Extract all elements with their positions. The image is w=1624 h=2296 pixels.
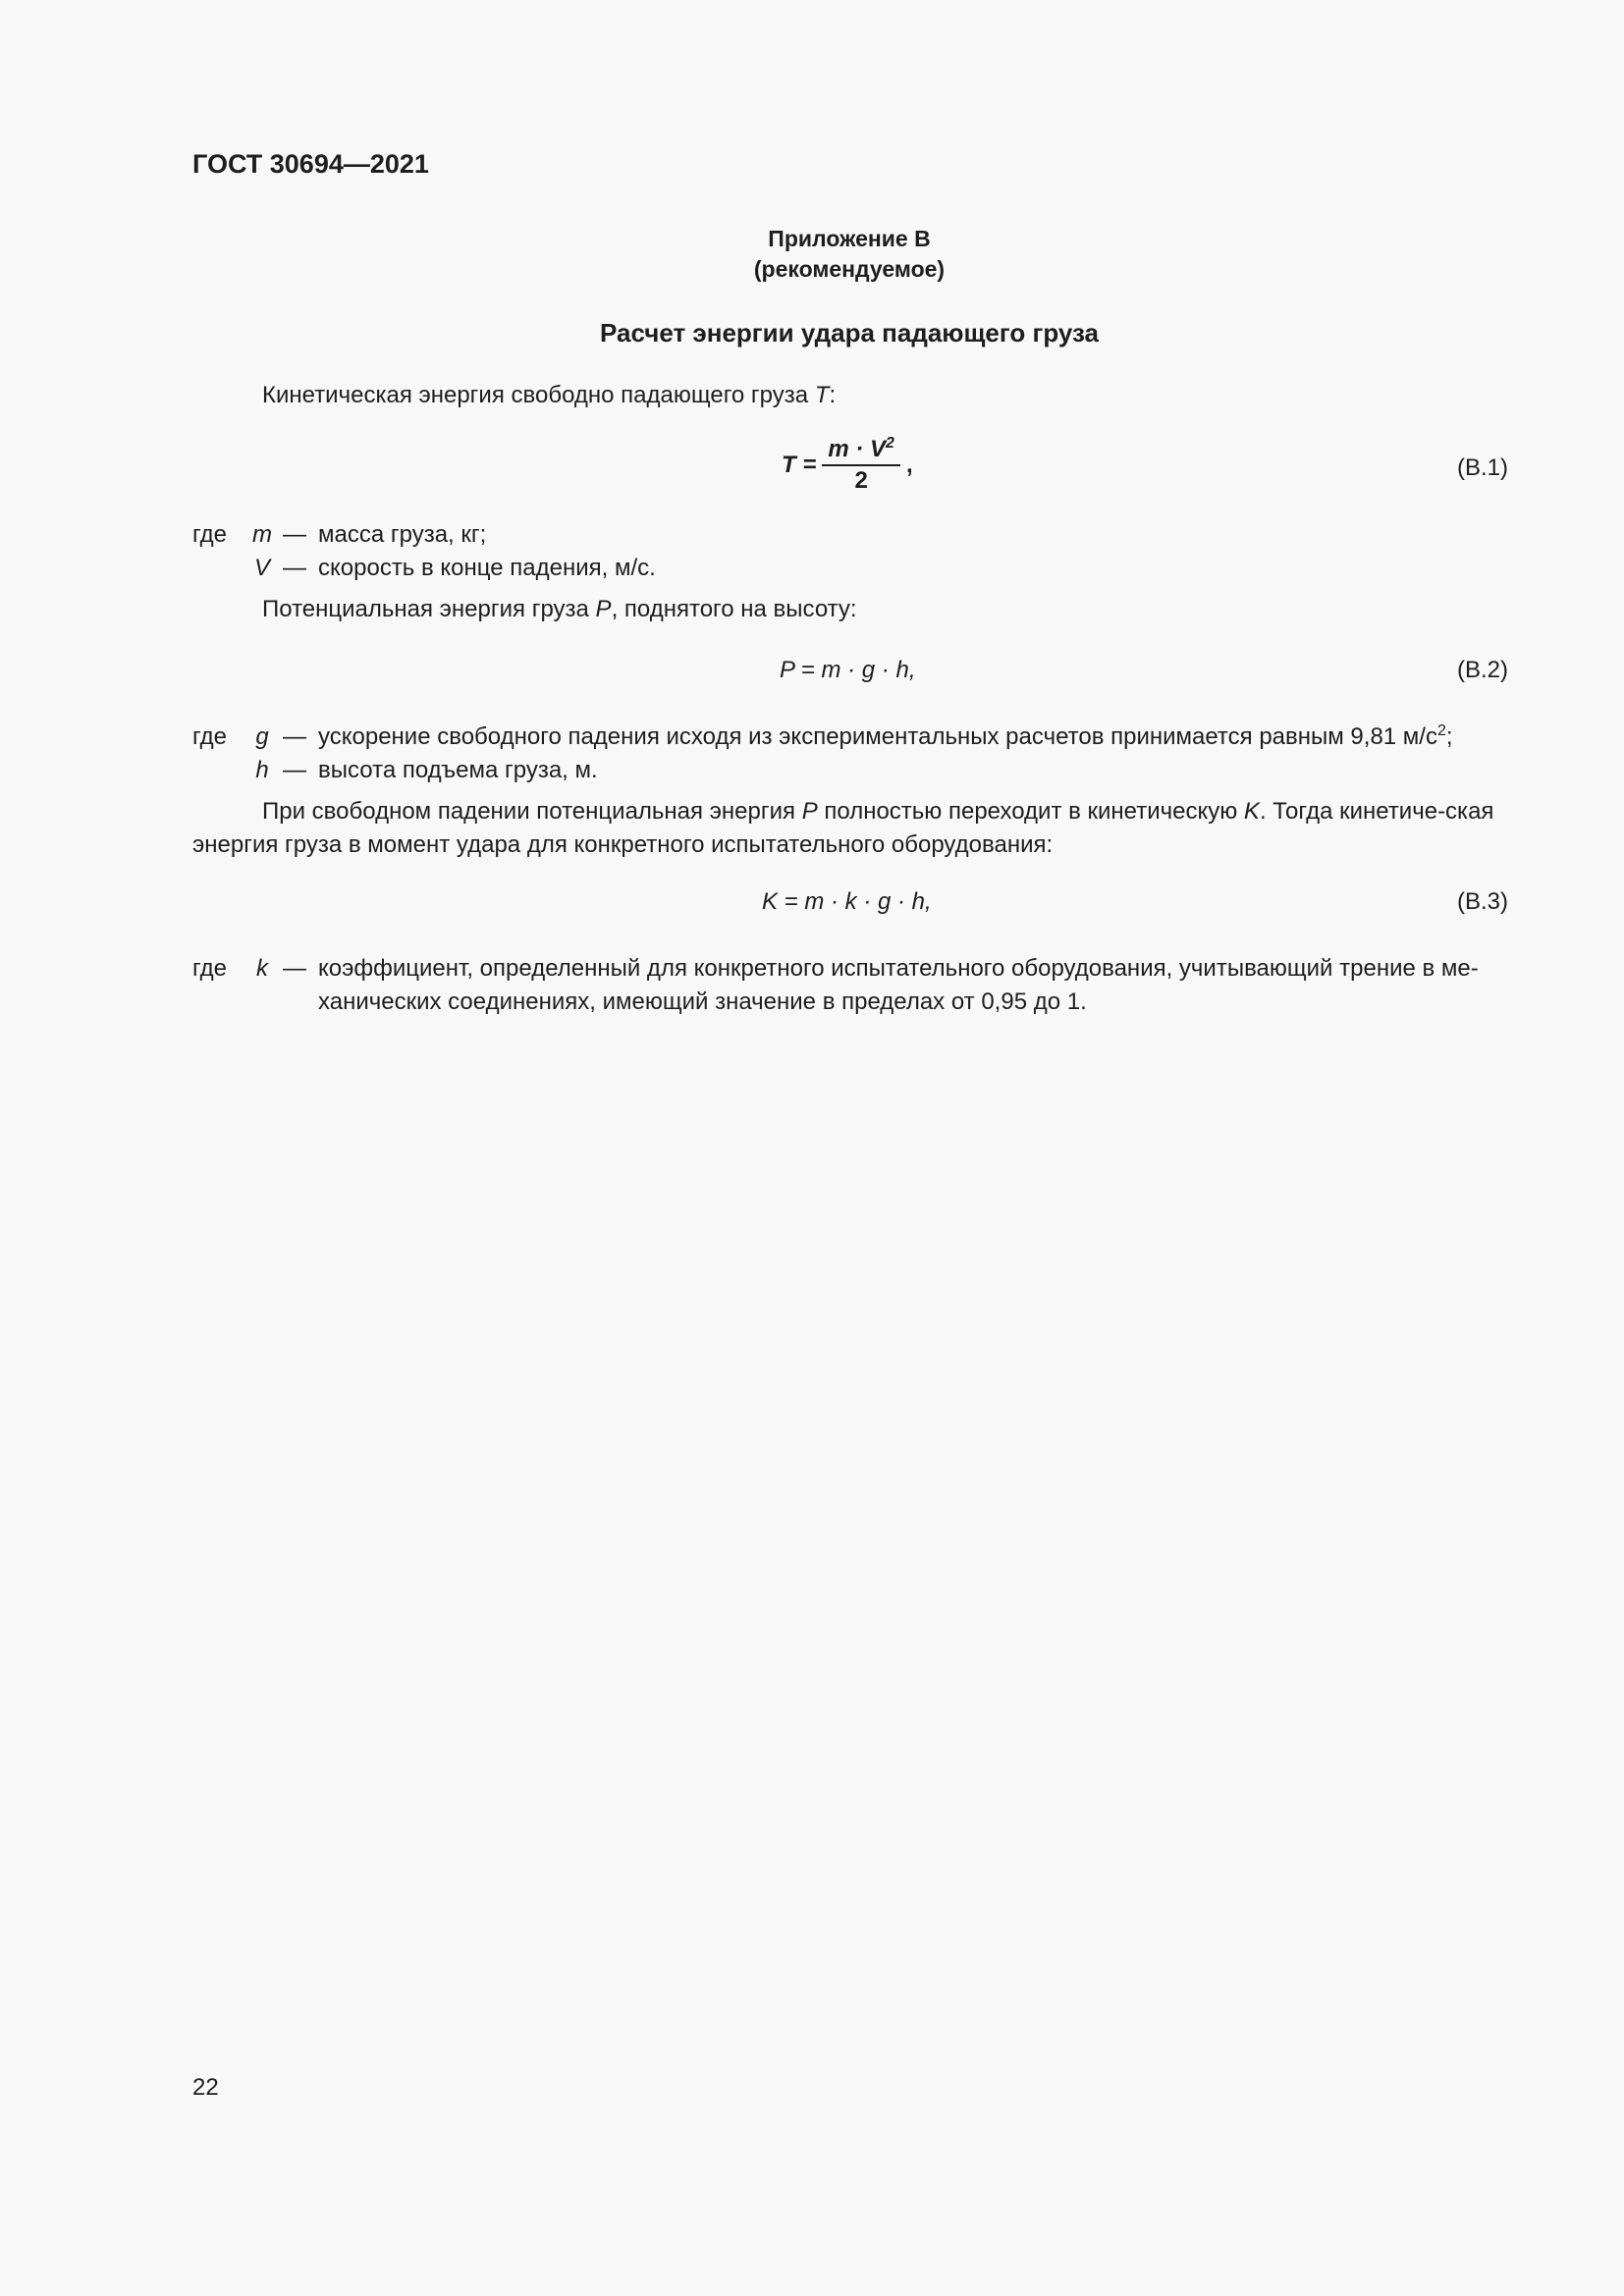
where-dash: — <box>283 955 306 982</box>
equation-b1-label: (В.1) <box>1456 454 1508 481</box>
paragraph-text: . Тогда кинетиче-ская энергия груза в момент удара для конкретного испытательного оборудования: <box>192 798 1494 858</box>
where-dash: — <box>283 555 306 581</box>
where-description: коэффициент, определенный для конкретного испытательного оборудования, учитывающий трение в ме-ханических соединениях, имеющий значение в пределах от 0,95 до 1. <box>318 955 1479 1015</box>
equation-b1-comma: , <box>905 452 913 478</box>
paragraph-potential-intro <box>192 593 1508 626</box>
where-description-end: ; <box>1445 723 1453 750</box>
where-symbol: k <box>256 955 268 982</box>
where-row-k <box>192 952 1508 1019</box>
appendix-status: (рекомендуемое) <box>753 256 946 282</box>
appendix-heading <box>0 224 1624 285</box>
paragraph-text: При свободном падении потенциальная энергия <box>262 798 802 825</box>
variable-k: K <box>1243 798 1260 825</box>
where-dash: — <box>283 521 306 548</box>
paragraph-end: , поднятого на высоту: <box>611 596 857 622</box>
numerator-exponent: 2 <box>886 435 894 452</box>
where-keyword: где <box>192 723 228 750</box>
equation-b3-label: (В.3) <box>1456 888 1508 915</box>
where-keyword <box>192 754 242 787</box>
where-symbol: m <box>252 521 272 548</box>
where-description: высота подъема груза, м. <box>318 757 598 783</box>
section-title <box>0 316 1624 349</box>
paragraph-text: Потенциальная энергия груза <box>262 596 596 622</box>
paragraph-kinetic-intro <box>192 379 1508 412</box>
equation-b1-denominator: 2 <box>854 467 868 494</box>
where-description: масса груза, кг; <box>318 521 487 548</box>
where-keyword: где <box>192 955 228 982</box>
where-keyword: где <box>192 521 228 548</box>
where-symbol: g <box>255 723 269 750</box>
equation-b2-label: (В.2) <box>1456 657 1508 683</box>
variable-p: P <box>801 798 818 825</box>
where-description: скорость в конце падения, м/с. <box>318 555 656 581</box>
where-row-m <box>192 518 1508 552</box>
where-keyword <box>192 552 242 585</box>
numerator-text: m · V <box>828 436 887 462</box>
equation-b1-lhs: T = <box>782 452 817 478</box>
appendix-title: Приложение В <box>768 226 931 251</box>
equation-b1 <box>782 434 913 497</box>
paragraph-text: Кинетическая энергия свободно падающего груза <box>262 382 815 408</box>
where-description-text: ускорение свободного падения исходя из экспериментальных расчетов принимается равным 9,81 м/с <box>318 723 1437 750</box>
equation-b1-numerator <box>822 435 900 466</box>
paragraph-text: полностью переходит в кинетическую <box>817 798 1244 825</box>
where-row-v <box>192 552 1508 585</box>
where-dash: — <box>283 757 306 783</box>
variable-t: T <box>814 382 830 408</box>
section-title-text: Расчет энергии удара падающего груза <box>599 318 1100 347</box>
equation-b1-fraction <box>822 435 900 496</box>
equation-b3: K = m · k · g · h, <box>762 888 932 915</box>
document-code: ГОСТ 30694—2021 <box>192 149 429 179</box>
unit-exponent: 2 <box>1436 722 1446 739</box>
where-symbol: h <box>255 757 269 783</box>
page-number: 22 <box>192 2074 219 2101</box>
where-row-g <box>192 721 1508 754</box>
where-dash: — <box>283 723 306 750</box>
where-row-h <box>192 754 1508 787</box>
where-description <box>312 721 1508 754</box>
equation-b2: P = m · g · h, <box>780 657 916 683</box>
variable-p: P <box>595 596 612 622</box>
paragraph-end: : <box>829 382 837 408</box>
where-symbol: V <box>253 555 270 581</box>
paragraph-free-fall <box>192 795 1508 862</box>
